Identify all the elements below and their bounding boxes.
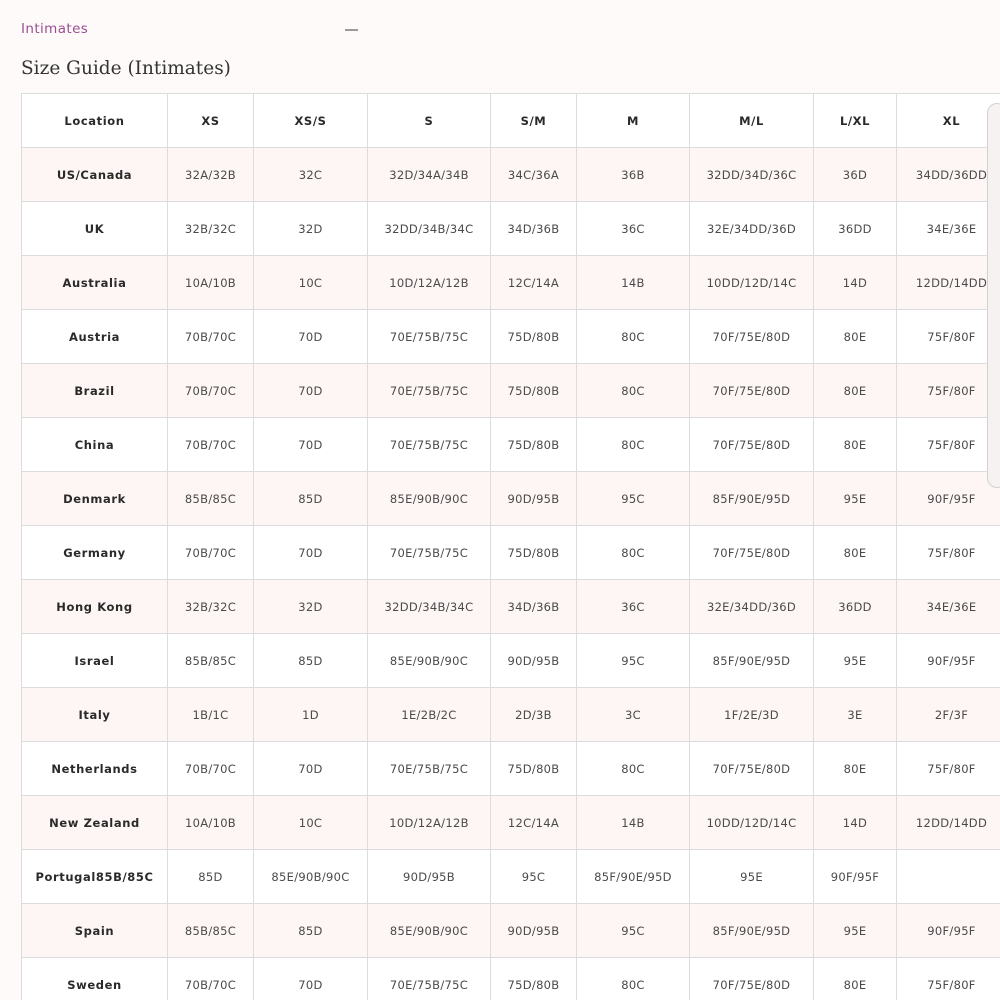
table-row <box>22 796 1000 850</box>
size-cell: 85F/90E/95D <box>690 904 814 958</box>
size-cell: 85D <box>168 850 254 904</box>
size-cell: 70D <box>254 418 368 472</box>
location-cell: Australia <box>22 256 168 310</box>
size-cell: 75F/80F <box>897 742 1000 796</box>
size-cell: 90F/95F <box>897 634 1000 688</box>
size-cell: 85E/90B/90C <box>368 904 491 958</box>
size-cell: 80C <box>577 742 690 796</box>
size-cell: 12C/14A <box>491 256 577 310</box>
size-cell: 14D <box>814 796 897 850</box>
size-cell: 80C <box>577 418 690 472</box>
size-cell: 36D <box>814 148 897 202</box>
table-row <box>22 148 1000 202</box>
table-header-row <box>22 94 1000 148</box>
size-cell: 70D <box>254 958 368 1000</box>
location-cell: China <box>22 418 168 472</box>
size-cell: 10C <box>254 256 368 310</box>
size-cell: 70E/75B/75C <box>368 958 491 1000</box>
size-cell: 70F/75E/80D <box>690 742 814 796</box>
size-cell: 34C/36A <box>491 148 577 202</box>
size-cell: 10D/12A/12B <box>368 796 491 850</box>
size-cell: 36C <box>577 202 690 256</box>
size-cell: 85F/90E/95D <box>577 850 690 904</box>
size-cell: 12C/14A <box>491 796 577 850</box>
size-cell: 85B/85C <box>168 634 254 688</box>
table-row <box>22 850 1000 904</box>
location-cell: Portugal85B/85C <box>22 850 168 904</box>
size-cell <box>897 850 1000 904</box>
table-row <box>22 364 1000 418</box>
size-cell: 32D/34A/34B <box>368 148 491 202</box>
size-cell: 36C <box>577 580 690 634</box>
size-cell: 70D <box>254 364 368 418</box>
size-cell: 2D/3B <box>491 688 577 742</box>
size-cell: 95E <box>814 472 897 526</box>
minus-icon <box>345 29 358 31</box>
size-cell: 75F/80F <box>897 418 1000 472</box>
size-cell: 95C <box>577 472 690 526</box>
table-row <box>22 742 1000 796</box>
table-row <box>22 580 1000 634</box>
size-cell: 70F/75E/80D <box>690 958 814 1000</box>
size-cell: 36DD <box>814 580 897 634</box>
size-cell: 32D <box>254 580 368 634</box>
size-cell: 34E/36E <box>897 202 1000 256</box>
header-cell: L/XL <box>814 94 897 148</box>
size-cell: 14B <box>577 796 690 850</box>
size-cell: 80E <box>814 742 897 796</box>
size-cell: 80E <box>814 364 897 418</box>
size-cell: 1F/2E/3D <box>690 688 814 742</box>
size-cell: 1D <box>254 688 368 742</box>
size-cell: 1E/2B/2C <box>368 688 491 742</box>
table-row <box>22 256 1000 310</box>
location-cell: UK <box>22 202 168 256</box>
size-cell: 10D/12A/12B <box>368 256 491 310</box>
size-cell: 70E/75B/75C <box>368 418 491 472</box>
size-cell: 95E <box>814 904 897 958</box>
size-cell: 75F/80F <box>897 310 1000 364</box>
size-cell: 70E/75B/75C <box>368 364 491 418</box>
size-cell: 75D/80B <box>491 742 577 796</box>
size-cell: 70F/75E/80D <box>690 418 814 472</box>
size-cell: 32D <box>254 202 368 256</box>
size-cell: 2F/3F <box>897 688 1000 742</box>
table-row <box>22 472 1000 526</box>
table-row <box>22 958 1000 1000</box>
size-cell: 1B/1C <box>168 688 254 742</box>
size-cell: 80C <box>577 310 690 364</box>
size-cell: 75F/80F <box>897 526 1000 580</box>
size-cell: 3C <box>577 688 690 742</box>
location-cell: Italy <box>22 688 168 742</box>
table-row <box>22 310 1000 364</box>
size-cell: 90D/95B <box>368 850 491 904</box>
size-cell: 85D <box>254 904 368 958</box>
size-cell: 32E/34DD/36D <box>690 580 814 634</box>
table-row <box>22 526 1000 580</box>
size-cell: 95C <box>577 904 690 958</box>
size-cell: 90F/95F <box>897 904 1000 958</box>
size-cell: 95C <box>491 850 577 904</box>
size-cell: 80E <box>814 418 897 472</box>
size-cell: 12DD/14DD <box>897 256 1000 310</box>
size-cell: 85F/90E/95D <box>690 472 814 526</box>
size-cell: 70E/75B/75C <box>368 310 491 364</box>
table-row <box>22 904 1000 958</box>
header-cell: XS/S <box>254 94 368 148</box>
size-cell: 34D/36B <box>491 202 577 256</box>
size-cell: 80E <box>814 526 897 580</box>
size-cell: 90F/95F <box>897 472 1000 526</box>
size-cell: 70E/75B/75C <box>368 742 491 796</box>
header-cell: M/L <box>690 94 814 148</box>
size-cell: 14B <box>577 256 690 310</box>
size-cell: 70B/70C <box>168 742 254 796</box>
size-cell: 75D/80B <box>491 364 577 418</box>
size-cell: 95E <box>690 850 814 904</box>
size-cell: 85B/85C <box>168 472 254 526</box>
header-cell: M <box>577 94 690 148</box>
size-cell: 80C <box>577 364 690 418</box>
header-cell: S <box>368 94 491 148</box>
size-cell: 36B <box>577 148 690 202</box>
size-cell: 80C <box>577 526 690 580</box>
size-cell: 32DD/34D/36C <box>690 148 814 202</box>
header-cell: S/M <box>491 94 577 148</box>
size-cell: 85D <box>254 472 368 526</box>
size-cell: 70F/75E/80D <box>690 526 814 580</box>
size-cell: 70F/75E/80D <box>690 310 814 364</box>
size-cell: 10A/10B <box>168 256 254 310</box>
size-cell: 80C <box>577 958 690 1000</box>
size-cell: 34D/36B <box>491 580 577 634</box>
size-cell: 85E/90B/90C <box>254 850 368 904</box>
intimates-section-header[interactable] <box>21 18 361 42</box>
size-cell: 34DD/36DD <box>897 148 1000 202</box>
size-cell: 10C <box>254 796 368 850</box>
location-cell: New Zealand <box>22 796 168 850</box>
size-cell: 75D/80B <box>491 310 577 364</box>
size-cell: 32A/32B <box>168 148 254 202</box>
size-cell: 90D/95B <box>491 904 577 958</box>
size-cell: 10A/10B <box>168 796 254 850</box>
size-cell: 75D/80B <box>491 958 577 1000</box>
size-cell: 90D/95B <box>491 472 577 526</box>
location-cell: Sweden <box>22 958 168 1000</box>
table-row <box>22 202 1000 256</box>
size-cell: 36DD <box>814 202 897 256</box>
scrollbar[interactable] <box>987 103 1000 488</box>
size-cell: 70E/75B/75C <box>368 526 491 580</box>
size-cell: 70B/70C <box>168 418 254 472</box>
size-cell: 70B/70C <box>168 310 254 364</box>
size-cell: 10DD/12D/14C <box>690 796 814 850</box>
size-cell: 95C <box>577 634 690 688</box>
size-cell: 70B/70C <box>168 526 254 580</box>
location-cell: Israel <box>22 634 168 688</box>
size-cell: 70F/75E/80D <box>690 364 814 418</box>
size-cell: 70D <box>254 310 368 364</box>
table-row <box>22 688 1000 742</box>
size-cell: 32B/32C <box>168 580 254 634</box>
size-cell: 32C <box>254 148 368 202</box>
size-cell: 70B/70C <box>168 958 254 1000</box>
size-cell: 70D <box>254 742 368 796</box>
size-cell: 32DD/34B/34C <box>368 202 491 256</box>
size-table-container <box>21 93 1000 1000</box>
size-cell: 90D/95B <box>491 634 577 688</box>
size-cell: 34E/36E <box>897 580 1000 634</box>
size-cell: 75D/80B <box>491 526 577 580</box>
size-cell: 10DD/12D/14C <box>690 256 814 310</box>
size-cell: 32DD/34B/34C <box>368 580 491 634</box>
size-cell: 85E/90B/90C <box>368 634 491 688</box>
location-cell: Germany <box>22 526 168 580</box>
size-cell: 75F/80F <box>897 364 1000 418</box>
size-cell: 3E <box>814 688 897 742</box>
size-cell: 80E <box>814 310 897 364</box>
location-cell: Netherlands <box>22 742 168 796</box>
location-cell: Austria <box>22 310 168 364</box>
size-cell: 85F/90E/95D <box>690 634 814 688</box>
size-cell: 14D <box>814 256 897 310</box>
location-cell: Hong Kong <box>22 580 168 634</box>
size-table <box>21 93 1000 1000</box>
size-guide-heading: Size Guide (Intimates) <box>21 58 231 79</box>
header-cell: XS <box>168 94 254 148</box>
size-cell: 32E/34DD/36D <box>690 202 814 256</box>
size-cell: 85B/85C <box>168 904 254 958</box>
location-cell: Spain <box>22 904 168 958</box>
header-cell: Location <box>22 94 168 148</box>
size-cell: 12DD/14DD <box>897 796 1000 850</box>
table-body <box>22 148 1000 1000</box>
size-cell: 80E <box>814 958 897 1000</box>
collapse-button[interactable] <box>344 18 360 42</box>
header-cell: XL <box>897 94 1000 148</box>
size-cell: 32B/32C <box>168 202 254 256</box>
location-cell: Brazil <box>22 364 168 418</box>
table-row <box>22 418 1000 472</box>
size-cell: 70D <box>254 526 368 580</box>
location-cell: US/Canada <box>22 148 168 202</box>
size-cell: 85D <box>254 634 368 688</box>
table-row <box>22 634 1000 688</box>
size-cell: 75D/80B <box>491 418 577 472</box>
size-cell: 70B/70C <box>168 364 254 418</box>
size-cell: 90F/95F <box>814 850 897 904</box>
section-title: Intimates <box>21 21 89 37</box>
size-cell: 85E/90B/90C <box>368 472 491 526</box>
size-cell: 95E <box>814 634 897 688</box>
location-cell: Denmark <box>22 472 168 526</box>
size-cell: 75F/80F <box>897 958 1000 1000</box>
